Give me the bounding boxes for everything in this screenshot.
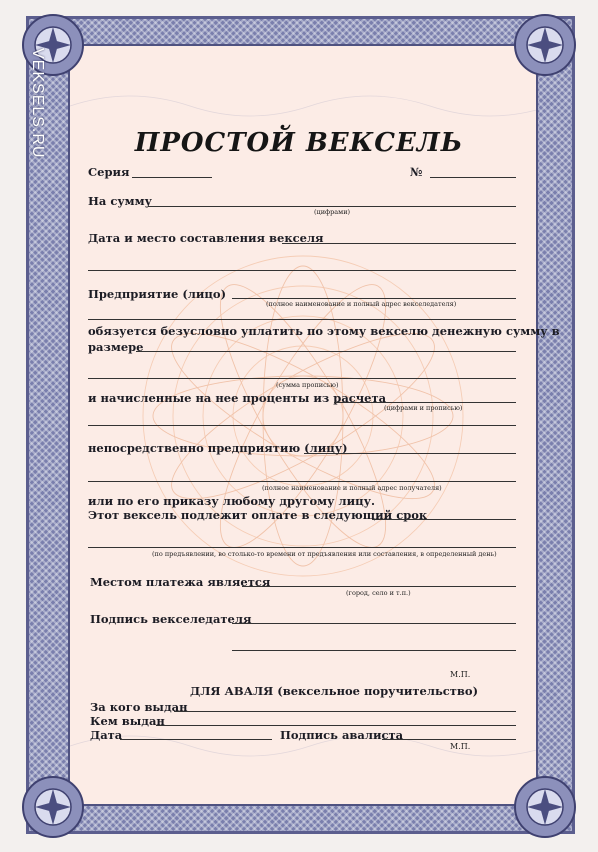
- number-input-line[interactable]: [430, 177, 516, 178]
- interest-label: и начисленные на нее проценты из расчета: [88, 391, 387, 405]
- payment-place-input-line[interactable]: [242, 586, 516, 587]
- aval-date-label: Дата: [90, 728, 123, 742]
- interest-input-line-2[interactable]: [88, 425, 516, 426]
- watermark-text: VEKSELS.RU: [29, 48, 46, 159]
- sum-input-line[interactable]: [136, 351, 516, 352]
- corner-ornament-bottom-left: [18, 772, 88, 842]
- interest-input-line[interactable]: [334, 402, 516, 403]
- term-input-line-2[interactable]: [88, 547, 516, 548]
- corner-ornament-top-right: [510, 10, 580, 80]
- amount-label: На сумму: [88, 194, 153, 208]
- document-title: ПРОСТОЙ ВЕКСЕЛЬ: [134, 128, 464, 158]
- order-text-1: или по его приказу любому другому лицу.: [88, 494, 375, 508]
- series-input-line[interactable]: [132, 177, 212, 178]
- date-place-input-line-2[interactable]: [88, 270, 516, 271]
- aval-by-input-line[interactable]: [156, 725, 516, 726]
- aval-section-title: ДЛЯ АВАЛЯ (вексельное поручительство): [190, 684, 479, 698]
- sum-words-input-line[interactable]: [88, 378, 516, 379]
- seal-mark-2: М.П.: [450, 742, 471, 751]
- interest-hint: (цифрами и прописью): [384, 404, 463, 412]
- aval-date-input-line[interactable]: [120, 739, 272, 740]
- date-place-input-line[interactable]: [282, 243, 516, 244]
- payee-input-line-2[interactable]: [88, 481, 516, 482]
- corner-ornament-bottom-right: [510, 772, 580, 842]
- aval-signature-label: Подпись авалиста: [280, 728, 404, 742]
- enterprise-input-line-2[interactable]: [88, 319, 516, 320]
- term-input-line[interactable]: [372, 519, 516, 520]
- payee-input-line[interactable]: [304, 453, 516, 454]
- drawer-signature-input-line[interactable]: [232, 623, 516, 624]
- obligation-text-1: обязуется безусловно уплатить по этому векселю денежную сумму в: [88, 324, 560, 338]
- aval-by-label: Кем выдан: [90, 714, 165, 728]
- amount-hint: (цифрами): [314, 208, 351, 216]
- obligation-text-2: размере: [88, 340, 144, 354]
- drawer-signature-input-line-2[interactable]: [232, 650, 516, 651]
- aval-for-label: За кого выдан: [90, 700, 188, 714]
- amount-input-line[interactable]: [148, 206, 516, 207]
- aval-for-input-line[interactable]: [174, 711, 516, 712]
- sum-words-hint: (сумма прописью): [276, 381, 339, 389]
- enterprise-label: Предприятие (лицо): [88, 287, 227, 301]
- payee-hint: (полное наименование и полный адрес получателя): [262, 484, 442, 492]
- date-place-label: Дата и место составления векселя: [88, 231, 324, 245]
- drawer-signature-label: Подпись векселедателя: [90, 612, 252, 626]
- series-label: Серия: [88, 165, 130, 179]
- enterprise-input-line[interactable]: [232, 298, 516, 299]
- number-label: №: [410, 165, 423, 179]
- order-text-2: Этот вексель подлежит оплате в следующий срок: [88, 508, 428, 522]
- payee-label: непосредственно предприятию (лицу): [88, 441, 348, 455]
- term-hint: (по предъявлении, во столько-то времени от предъявления или составления, в определенный день): [152, 550, 497, 558]
- payment-place-hint: (город, село и т.п.): [346, 589, 411, 597]
- payment-place-label: Местом платежа является: [90, 575, 271, 589]
- seal-mark-1: М.П.: [450, 670, 471, 679]
- aval-signature-input-line[interactable]: [382, 739, 516, 740]
- enterprise-hint: (полное наименование и полный адрес векселедателя): [266, 300, 457, 308]
